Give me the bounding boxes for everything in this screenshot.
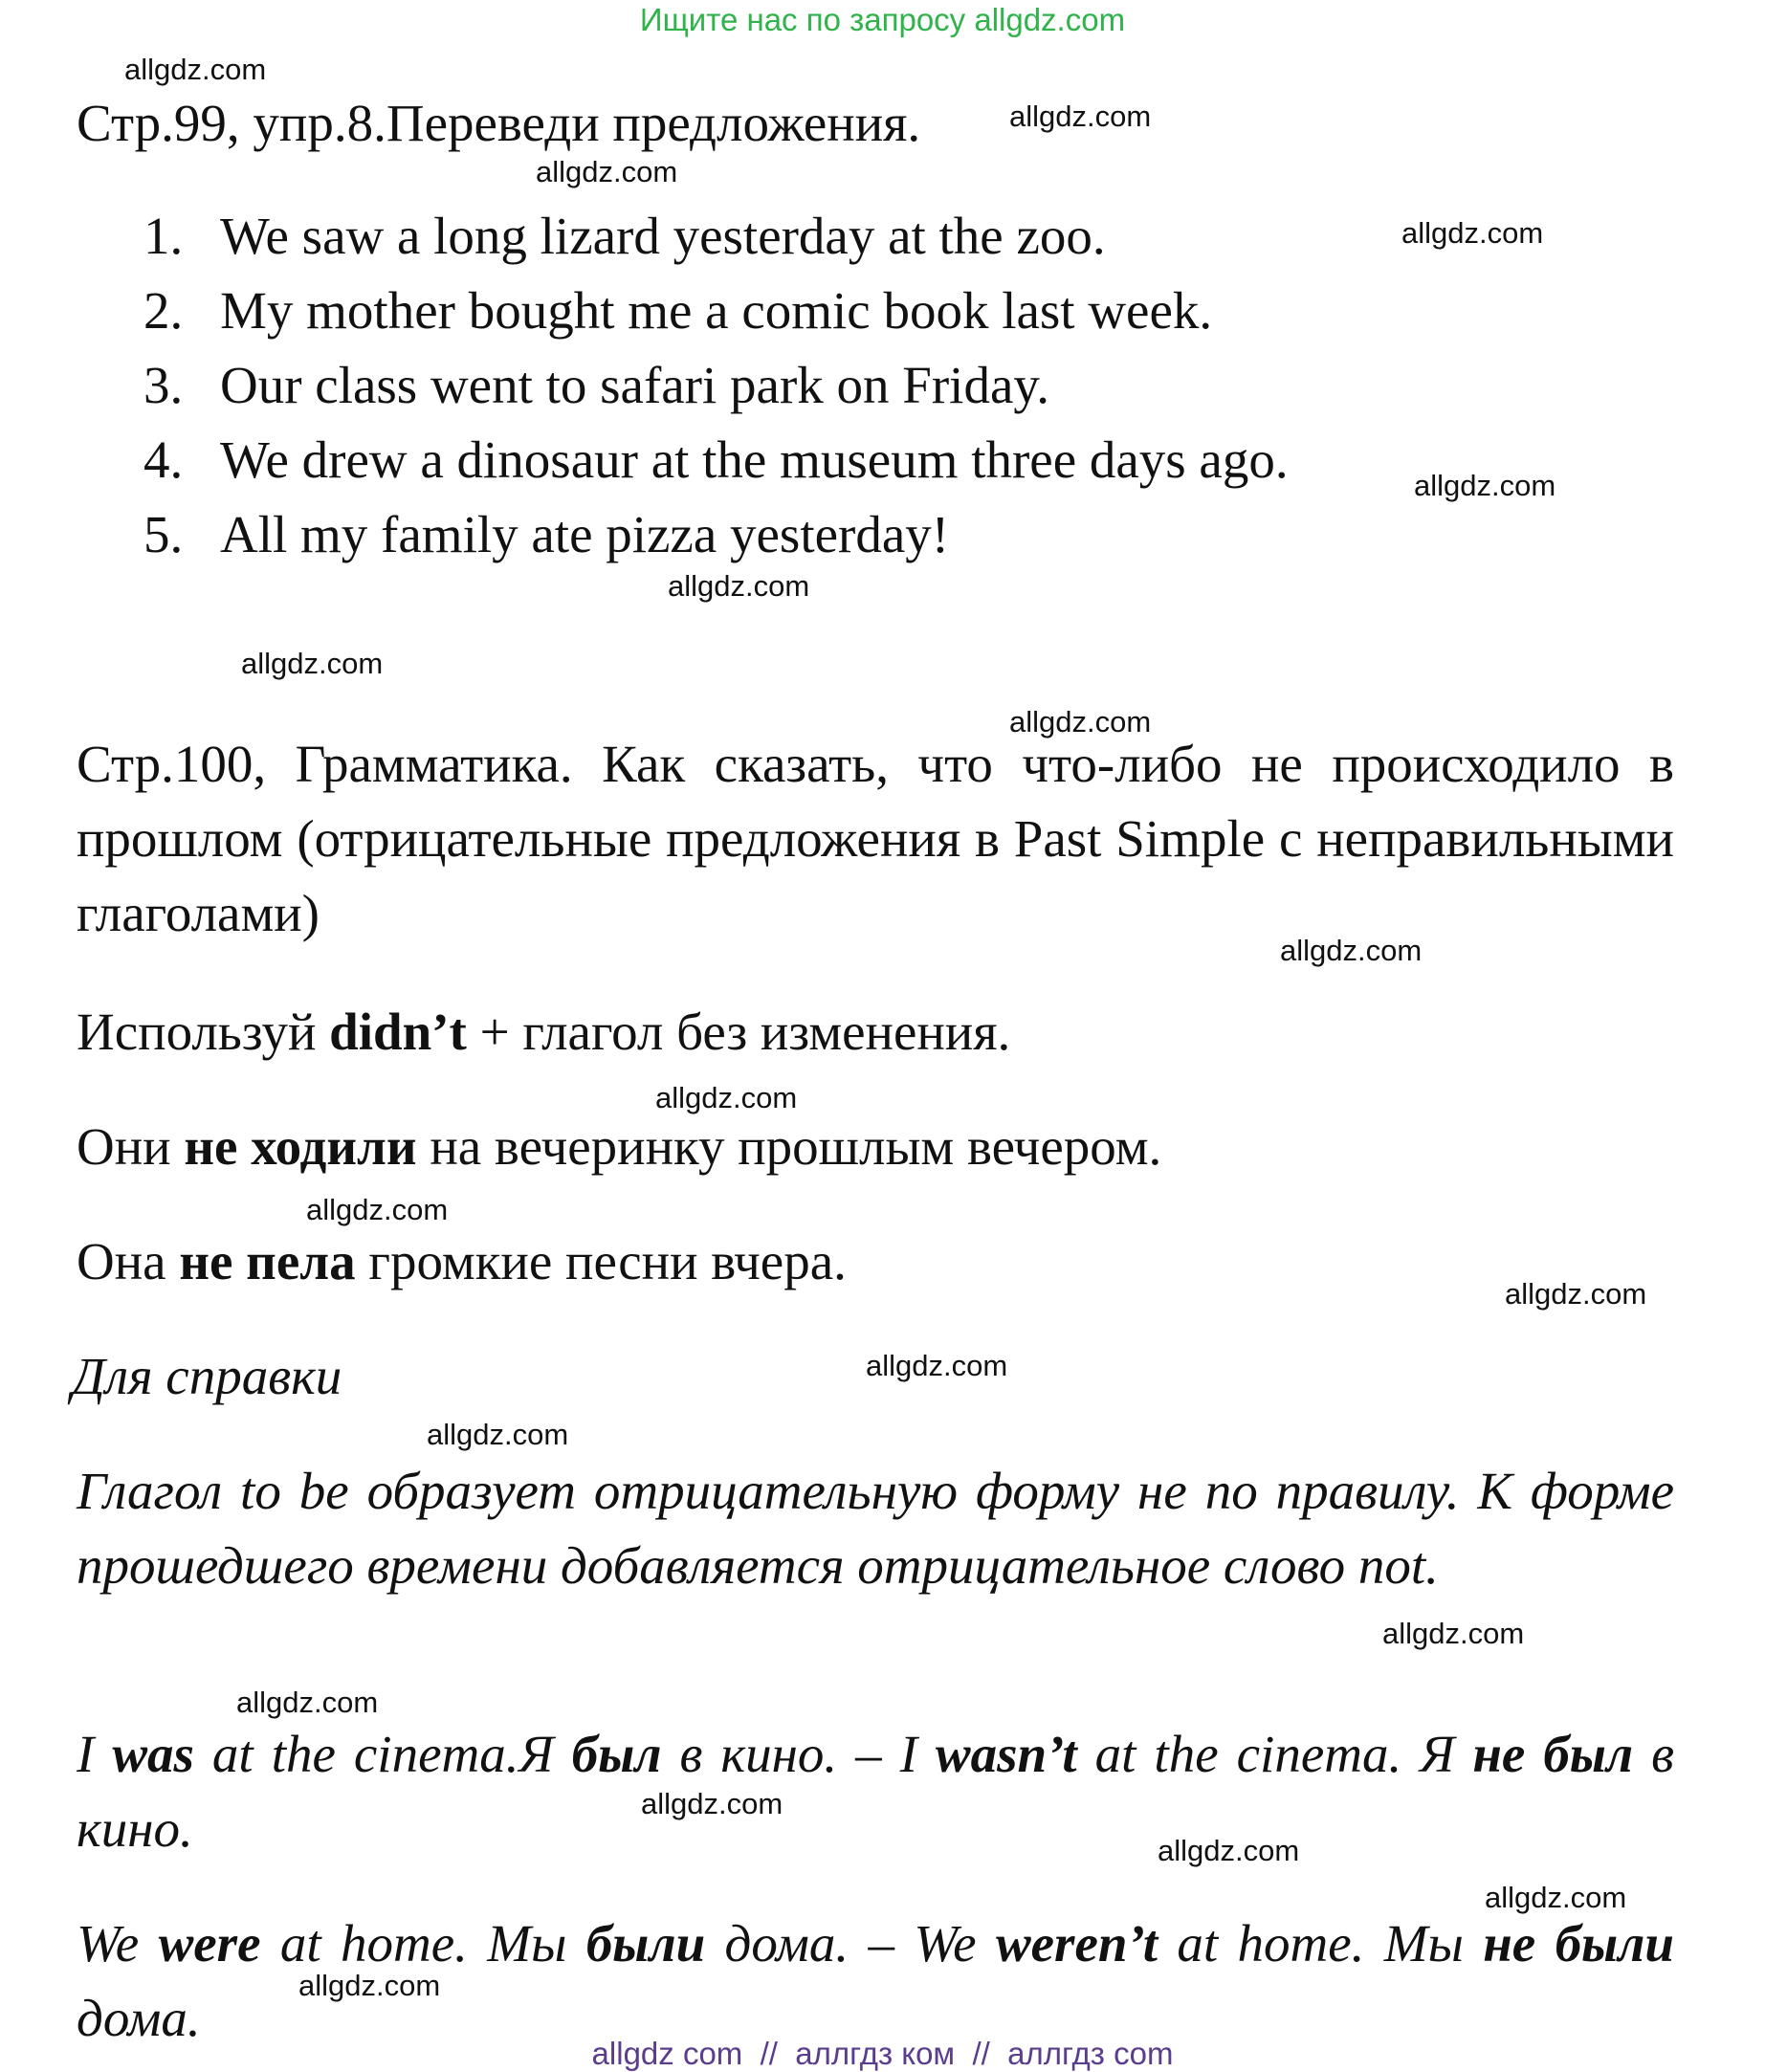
reference-title: Для справки [72,1347,342,1405]
list-item: 4. We drew a dinosaur at the museum three days ago. [143,430,1289,489]
section1-heading: Стр.99, упр.8.Переведи предложения. [77,94,921,152]
example-sentence: Она не пела громкие песни вчера. [77,1232,847,1290]
site-banner: Ищите нас по запросу allgdz.com [639,2,1126,37]
watermark: allgdz.com [668,569,810,603]
watermark: allgdz.com [306,1193,449,1226]
list-item: 3. Our class went to safari park on Friday. [143,356,1050,414]
reference-example: We were at home. Мы были дома. – We weren’t at home. Мы не были дома. [77,1914,1674,2047]
reference-body: Глагол to be образует отрицательную форму не по правилу. К форме прошедшего времени добавляется отрицательное слово not. [77,1462,1674,1595]
watermark: allgdz.com [866,1349,1008,1382]
site-footer: allgdz com // аллгдз ком // аллгдз com [591,2036,1174,2071]
section2-heading: Стр.100, Грамматика. Как сказать, что что-либо не происходило в прошлом (отрицательные предложения в Past Simple с неправильными глаголами) [77,735,1674,942]
watermark: allgdz.com [1401,216,1544,250]
list-item: 5. All my family ate pizza yesterday! [143,505,950,563]
watermark: allgdz.com [1009,99,1152,133]
watermark: allgdz.com [1158,1834,1300,1867]
watermark: allgdz.com [641,1787,783,1820]
watermark: allgdz.com [1280,934,1423,967]
example-sentence: Они не ходили на вечеринку прошлым вечером. [77,1117,1162,1176]
watermark: allgdz.com [655,1081,798,1114]
list-item: 1. We saw a long lizard yesterday at the zoo. [143,207,1106,265]
watermark: allgdz.com [298,1969,441,2002]
watermark: allgdz.com [1382,1617,1525,1650]
grammar-rule: Используй didn’t + глагол без изменения. [77,1003,1011,1061]
reference-example: I was at the cinema.Я был в кино. – I wasn’t at the cinema. Я не был в кино. [77,1725,1675,1858]
watermark: allgdz.com [1009,705,1152,738]
watermark: allgdz.com [241,647,384,680]
watermark: allgdz.com [236,1686,379,1719]
watermark: allgdz.com [536,155,678,188]
watermark: allgdz.com [124,53,267,86]
watermark: allgdz.com [1505,1277,1647,1311]
watermark: allgdz.com [427,1418,569,1451]
list-item: 2. My mother bought me a comic book last week. [143,281,1213,340]
watermark: allgdz.com [1485,1881,1627,1914]
watermark: allgdz.com [1414,469,1556,502]
sentence-list [143,199,1289,572]
